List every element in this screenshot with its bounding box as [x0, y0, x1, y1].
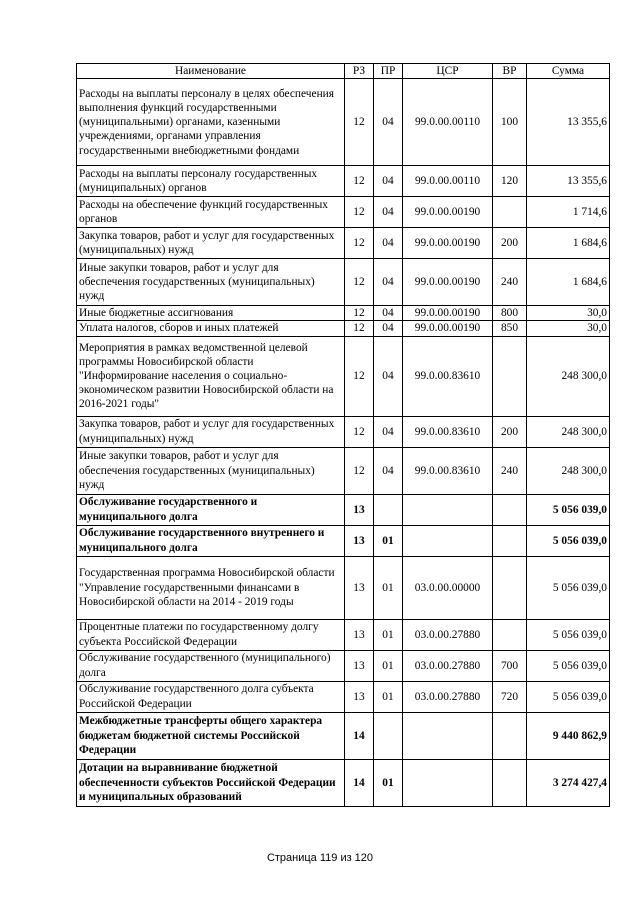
row-pr: 04: [374, 166, 403, 197]
table-row: [77, 336, 610, 416]
row-sum: 3 274 427,4: [527, 759, 610, 806]
row-rz: 14: [345, 712, 374, 759]
row-csr: 99.0.00.00190: [403, 197, 493, 228]
row-name: Процентные платежи по государственному долгу субъекта Российской Федерации: [77, 619, 345, 650]
row-vr: [493, 556, 527, 619]
row-csr: [403, 712, 493, 759]
row-rz: 12: [345, 228, 374, 259]
row-pr: 04: [374, 306, 403, 321]
row-rz: 12: [345, 306, 374, 321]
row-csr: 03.0.00.00000: [403, 556, 493, 619]
row-vr: 200: [493, 228, 527, 259]
row-pr: 04: [374, 79, 403, 166]
row-sum: 248 300,0: [527, 336, 610, 416]
row-csr: 03.0.00.27880: [403, 650, 493, 681]
row-csr: 99.0.00.00190: [403, 228, 493, 259]
row-sum: 5 056 039,0: [527, 619, 610, 650]
row-pr: 01: [374, 650, 403, 681]
row-pr: 04: [374, 416, 403, 447]
row-name: Иные закупки товаров, работ и услуг для обеспечения государственных (муниципальных) нужд: [77, 259, 345, 306]
row-csr: 99.0.00.00110: [403, 166, 493, 197]
row-sum: 5 056 039,0: [527, 556, 610, 619]
row-sum: 248 300,0: [527, 447, 610, 494]
row-rz: 13: [345, 556, 374, 619]
row-vr: 800: [493, 306, 527, 321]
row-vr: 720: [493, 681, 527, 712]
row-pr: [374, 712, 403, 759]
row-name: Обслуживание государственного (муниципального) долга: [77, 650, 345, 681]
header-csr: ЦСР: [403, 64, 493, 79]
row-pr: 01: [374, 619, 403, 650]
table-row: [77, 650, 610, 681]
row-vr: [493, 336, 527, 416]
row-sum: 1 714,6: [527, 197, 610, 228]
row-name: Межбюджетные трансферты общего характера бюджетам бюджетной системы Российской Федерации: [77, 712, 345, 759]
table-row: [77, 712, 610, 759]
row-sum: 248 300,0: [527, 416, 610, 447]
row-vr: [493, 197, 527, 228]
header-rz: РЗ: [345, 64, 374, 79]
row-rz: 12: [345, 79, 374, 166]
row-csr: 99.0.00.83610: [403, 336, 493, 416]
row-csr: [403, 525, 493, 556]
table-row: [77, 166, 610, 197]
row-csr: [403, 759, 493, 806]
page-number: Страница 119 из 120: [266, 852, 374, 864]
table-header-row: [77, 64, 610, 79]
row-rz: 12: [345, 447, 374, 494]
row-pr: 04: [374, 228, 403, 259]
row-sum: 1 684,6: [527, 228, 610, 259]
header-vr: ВР: [493, 64, 527, 79]
row-sum: 5 056 039,0: [527, 494, 610, 525]
row-name: Обслуживание государственного и муниципального долга: [77, 494, 345, 525]
row-csr: [403, 494, 493, 525]
table-row: [77, 759, 610, 806]
row-rz: 14: [345, 759, 374, 806]
row-rz: 12: [345, 166, 374, 197]
row-name: Обслуживание государственного внутреннего и муниципального долга: [77, 525, 345, 556]
row-vr: 120: [493, 166, 527, 197]
row-csr: 99.0.00.00110: [403, 79, 493, 166]
row-vr: 200: [493, 416, 527, 447]
row-name: Закупка товаров, работ и услуг для государственных (муниципальных) нужд: [77, 228, 345, 259]
row-vr: [493, 494, 527, 525]
table-row: [77, 259, 610, 306]
row-vr: 850: [493, 321, 527, 336]
row-pr: 04: [374, 259, 403, 306]
row-sum: 30,0: [527, 321, 610, 336]
row-pr: 01: [374, 525, 403, 556]
row-pr: 04: [374, 321, 403, 336]
row-rz: 13: [345, 619, 374, 650]
row-rz: 12: [345, 197, 374, 228]
row-vr: [493, 525, 527, 556]
row-csr: 99.0.00.00190: [403, 259, 493, 306]
row-sum: 5 056 039,0: [527, 681, 610, 712]
row-csr: 99.0.00.00190: [403, 306, 493, 321]
row-pr: 01: [374, 681, 403, 712]
row-rz: 12: [345, 259, 374, 306]
row-name: Закупка товаров, работ и услуг для государственных (муниципальных) нужд: [77, 416, 345, 447]
table-row: [77, 228, 610, 259]
table-row: [77, 494, 610, 525]
row-sum: 13 355,6: [527, 79, 610, 166]
row-rz: 12: [345, 321, 374, 336]
row-name: Иные закупки товаров, работ и услуг для обеспечения государственных (муниципальных) нужд: [77, 447, 345, 494]
table-row: [77, 525, 610, 556]
row-vr: [493, 712, 527, 759]
row-sum: 5 056 039,0: [527, 525, 610, 556]
row-name: Обслуживание государственного долга субъекта Российской Федерации: [77, 681, 345, 712]
row-name: Уплата налогов, сборов и иных платежей: [77, 321, 345, 336]
row-name: Расходы на выплаты персоналу государственных (муниципальных) органов: [77, 166, 345, 197]
row-name: Дотации на выравнивание бюджетной обеспеченности субъектов Российской Федерации и муниципальных образований: [77, 759, 345, 806]
row-pr: [374, 494, 403, 525]
row-rz: 13: [345, 525, 374, 556]
row-csr: 03.0.00.27880: [403, 619, 493, 650]
row-rz: 13: [345, 681, 374, 712]
budget-table: [76, 63, 610, 807]
row-pr: 04: [374, 197, 403, 228]
row-csr: 99.0.00.83610: [403, 447, 493, 494]
row-vr: [493, 759, 527, 806]
row-sum: 30,0: [527, 306, 610, 321]
row-vr: 240: [493, 259, 527, 306]
row-pr: 01: [374, 556, 403, 619]
row-sum: 5 056 039,0: [527, 650, 610, 681]
row-sum: 1 684,6: [527, 259, 610, 306]
row-csr: 03.0.00.27880: [403, 681, 493, 712]
table-row: [77, 79, 610, 166]
row-name: Мероприятия в рамках ведомственной целевой программы Новосибирской области "Информирование населения о социально-экономическом развитии Новосибирской области на 2016-2021 годы": [77, 336, 345, 416]
row-vr: 100: [493, 79, 527, 166]
row-vr: [493, 619, 527, 650]
row-pr: 01: [374, 759, 403, 806]
table-row: [77, 447, 610, 494]
row-csr: 99.0.00.83610: [403, 416, 493, 447]
row-pr: 04: [374, 336, 403, 416]
row-sum: 9 440 862,9: [527, 712, 610, 759]
row-csr: 99.0.00.00190: [403, 321, 493, 336]
table-row: [77, 197, 610, 228]
row-name: Государственная программа Новосибирской области "Управление государственными финансами в Новосибирской области на 2014 - 2019 годы: [77, 556, 345, 619]
table-row: [77, 619, 610, 650]
table-body: [77, 79, 610, 806]
table-row: [77, 556, 610, 619]
table-row: [77, 321, 610, 336]
table-row: [77, 681, 610, 712]
row-vr: 700: [493, 650, 527, 681]
row-name: Расходы на выплаты персоналу в целях обеспечения выполнения функций государственными (муниципальными) органами, казенными учреждениями, органами управления государственными внебюджетными фондами: [77, 79, 345, 166]
row-rz: 12: [345, 416, 374, 447]
row-rz: 12: [345, 336, 374, 416]
row-name: Расходы на обеспечение функций государственных органов: [77, 197, 345, 228]
header-sum: Сумма: [527, 64, 610, 79]
table-row: [77, 416, 610, 447]
row-name: Иные бюджетные ассигнования: [77, 306, 345, 321]
row-rz: 13: [345, 494, 374, 525]
header-pr: ПР: [374, 64, 403, 79]
row-vr: 240: [493, 447, 527, 494]
row-rz: 13: [345, 650, 374, 681]
row-sum: 13 355,6: [527, 166, 610, 197]
table-row: [77, 306, 610, 321]
header-name: Наименование: [77, 64, 345, 79]
row-pr: 04: [374, 447, 403, 494]
